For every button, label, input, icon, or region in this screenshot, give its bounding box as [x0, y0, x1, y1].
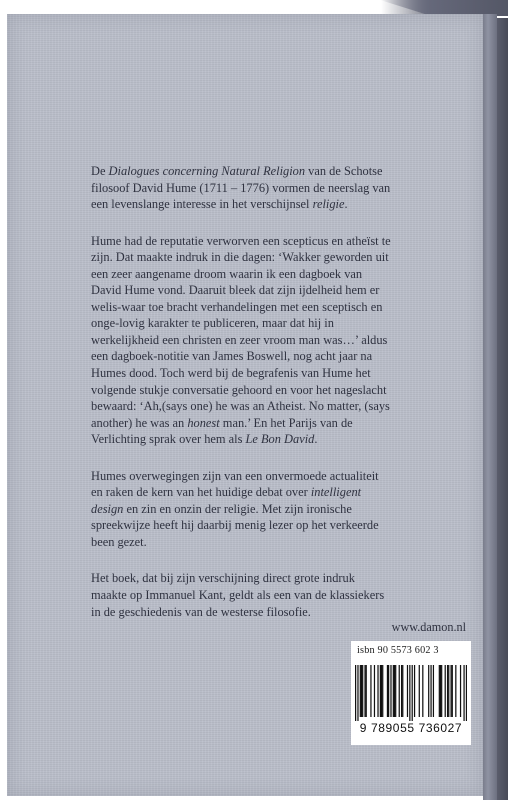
blurb-paragraph — [91, 468, 391, 551]
blurb-text — [91, 163, 391, 640]
barcode-bar — [374, 665, 375, 717]
text-segment: De — [91, 164, 109, 178]
barcode-bar — [407, 665, 408, 717]
barcode-bar — [466, 665, 467, 721]
barcode-bar — [364, 665, 365, 717]
barcode-bar — [370, 665, 371, 717]
spine-edge — [483, 14, 497, 800]
barcode-bar — [387, 665, 388, 717]
text-segment: Hume had de reputatie verworven een scepticus en atheïst te zijn. Dat maakte indruk in die dagen: ‘Wakker geworden uit een zeer aangename droom waarin ik een dagboek van David Hume vond. Daaruit bleek dat zijn ijdelheid hem er welis-waar toe bracht verhandelingen met een sceptisch en onge-lovig karakter te publiceren, maar dat hij in werkelijkheid een christen en zeer vroom man was…’ aldus een dagboek-notitie van James Boswell, nog acht jaar na Humes dood. Toch werd bij de begrafenis van Hume het volgende stukje conversatie gehoord en voor het nageslacht bewaard: ‘Ah,(says one) he was an Atheist. No matter, (says another) he was an — [91, 233, 391, 430]
italic-text: honest — [187, 415, 220, 430]
text-segment: . — [314, 432, 318, 447]
barcode-bar — [455, 665, 456, 717]
barcode-bar — [382, 665, 383, 717]
blurb-paragraph — [91, 570, 391, 620]
barcode-bar — [390, 665, 391, 717]
barcode-bar — [428, 665, 429, 717]
barcode-icon — [355, 665, 467, 721]
barcode-bar — [380, 665, 381, 717]
italic-text: intelligent design — [91, 485, 362, 516]
barcode-bar — [450, 665, 451, 717]
barcode-bar — [463, 665, 464, 721]
blurb-paragraph — [91, 163, 391, 213]
barcode-bar — [366, 665, 367, 717]
text-segment: en zin en onzin der religie. Met zijn ironische spreekwijze heeft hij daarbij menig lezer op het verkeerde been gezet. — [91, 501, 379, 549]
barcode-bar — [393, 665, 394, 717]
text-segment: Het boek, dat bij zijn verschijning direct grote indruk maakte op Immanuel Kant, geldt als een van de klassiekers in de geschiedenis van de westerse filosofie. — [91, 571, 385, 619]
barcode-bar — [422, 665, 423, 717]
text-segment: van de Schotse filosoof David Hume (1711 – 1776) vormen de neerslag van een levenslange interesse in het verschijnsel — [91, 164, 391, 212]
barcode-bar — [448, 665, 449, 717]
barcode-bar — [433, 665, 434, 717]
barcode-bar — [401, 665, 402, 717]
barcode-bar — [388, 665, 389, 717]
italic-text: religie — [312, 197, 345, 212]
barcode-bar — [445, 665, 446, 717]
italic-text: Le Bon David — [245, 432, 315, 447]
blurb-paragraph — [91, 233, 391, 448]
barcode-bar — [419, 665, 420, 717]
barcode-bar — [447, 665, 448, 717]
text-segment: . — [344, 197, 348, 212]
text-segment: man.’ En het Parijs van de Verlichting sprak over hem als — [91, 415, 353, 447]
italic-text: Dialogues concerning Natural Religion — [108, 164, 306, 178]
barcode-bar — [395, 665, 396, 717]
barcode-bar — [377, 665, 378, 717]
barcode-bar — [409, 665, 410, 721]
barcode-bar — [440, 665, 441, 717]
barcode-bar — [460, 665, 461, 717]
barcode-bar — [361, 665, 362, 717]
barcode-bar — [439, 665, 440, 717]
barcode-bar — [414, 665, 415, 717]
barcode-bar — [430, 665, 431, 717]
spine-edge-dark — [497, 18, 508, 800]
text-segment: Humes overwegingen zijn van een onvermoede actualiteit en raken de kern van het huidige debat over — [91, 468, 379, 500]
barcode-bar — [394, 665, 395, 717]
barcode-bar — [441, 665, 442, 717]
barcode-panel — [351, 641, 471, 745]
barcode-bar — [357, 665, 358, 721]
isbn-label: isbn 90 5573 602 3 — [357, 645, 439, 656]
publisher-url: www.damon.nl — [391, 620, 466, 634]
barcode-bar — [412, 665, 413, 721]
barcode-bar — [402, 665, 403, 717]
barcode-bar — [399, 665, 400, 717]
barcode-digits: 9 789055 736027 — [359, 721, 463, 735]
barcode-bar — [355, 665, 356, 721]
barcode-bar — [381, 665, 382, 717]
barcode-bar — [360, 665, 361, 717]
barcode-bar — [362, 665, 363, 717]
barcode-bar — [452, 665, 453, 717]
